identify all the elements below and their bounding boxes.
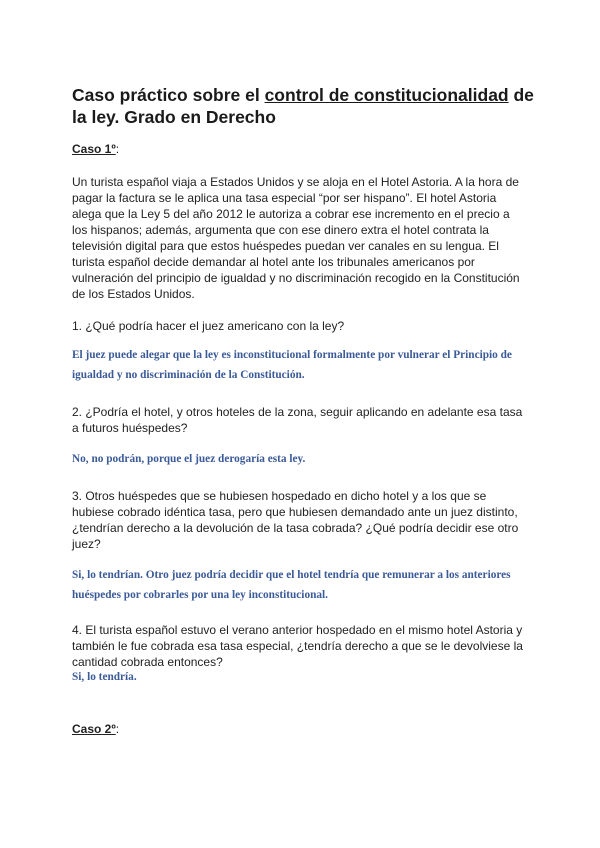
case-2-heading bbox=[72, 722, 119, 737]
title-part-2: de la ley. Grado en Derecho bbox=[72, 85, 534, 127]
case-2-label: Caso 2º bbox=[72, 722, 116, 736]
question-2: 2. ¿Podría el hotel, y otros hoteles de la zona, seguir aplicando en adelante esa tasa a futuros huéspedes? bbox=[72, 405, 523, 435]
question-1: 1. ¿Qué podría hacer el juez americano con la ley? bbox=[72, 319, 345, 333]
answer-4: Si, lo tendría. bbox=[72, 671, 137, 683]
page-title bbox=[72, 84, 542, 128]
answer-1: El juez puede alegar que la ley es inconstitucional formalmente por vulnerar el Principio de igualdad y no discriminación de la Constitución. bbox=[72, 349, 512, 381]
question-3: 3. Otros huéspedes que se hubiesen hospedado en dicho hotel y a los que se hubiese cobrado idéntica tasa, pero que hubiesen demandado ante un juez distinto, ¿tendrían derecho a la devolución de la tasa cobrada? ¿Qué podría decidir ese otro juez? bbox=[72, 489, 519, 551]
answer-3: Si, lo tendrían. Otro juez podría decidir que el hotel tendría que remunerar a los anteriores huéspedes por cobrarles por una ley inconstitucional. bbox=[72, 569, 511, 601]
case-1-label: Caso 1º bbox=[72, 142, 116, 156]
title-underlined: control de constitucionalidad bbox=[264, 85, 509, 105]
case-1-heading bbox=[72, 142, 119, 157]
title-part-1: Caso práctico sobre el bbox=[72, 85, 265, 105]
case-1-colon: : bbox=[115, 142, 120, 156]
question-4: 4. El turista español estuvo el verano anterior hospedado en el mismo hotel Astoria y también le fue cobrada esa tasa especial, ¿tendría derecho a que se le devolviese la cantidad cobrada entonces? bbox=[72, 623, 523, 669]
answer-2: No, no podrán, porque el juez derogaría esta ley. bbox=[72, 453, 306, 465]
case-2-colon: : bbox=[115, 722, 120, 736]
case-1-statement: Un turista español viaja a Estados Unidos y se aloja en el Hotel Astoria. A la hora de pagar la factura se le aplica una tasa especial “por ser hispano”. El hotel Astoria alega que la Ley 5 del año 2012 le autoriza a cobrar ese incremento en el precio a los hispanos; además, argumenta que con ese dinero extra el hotel contrata la televisión digital para que estos huéspedes puedan ver canales en su lengua. El turista español decide demandar al hotel ante los tribunales americanos por vulneración del principio de igualdad y no discriminación recogido en la Constitución de los Estados Unidos. bbox=[72, 175, 520, 301]
